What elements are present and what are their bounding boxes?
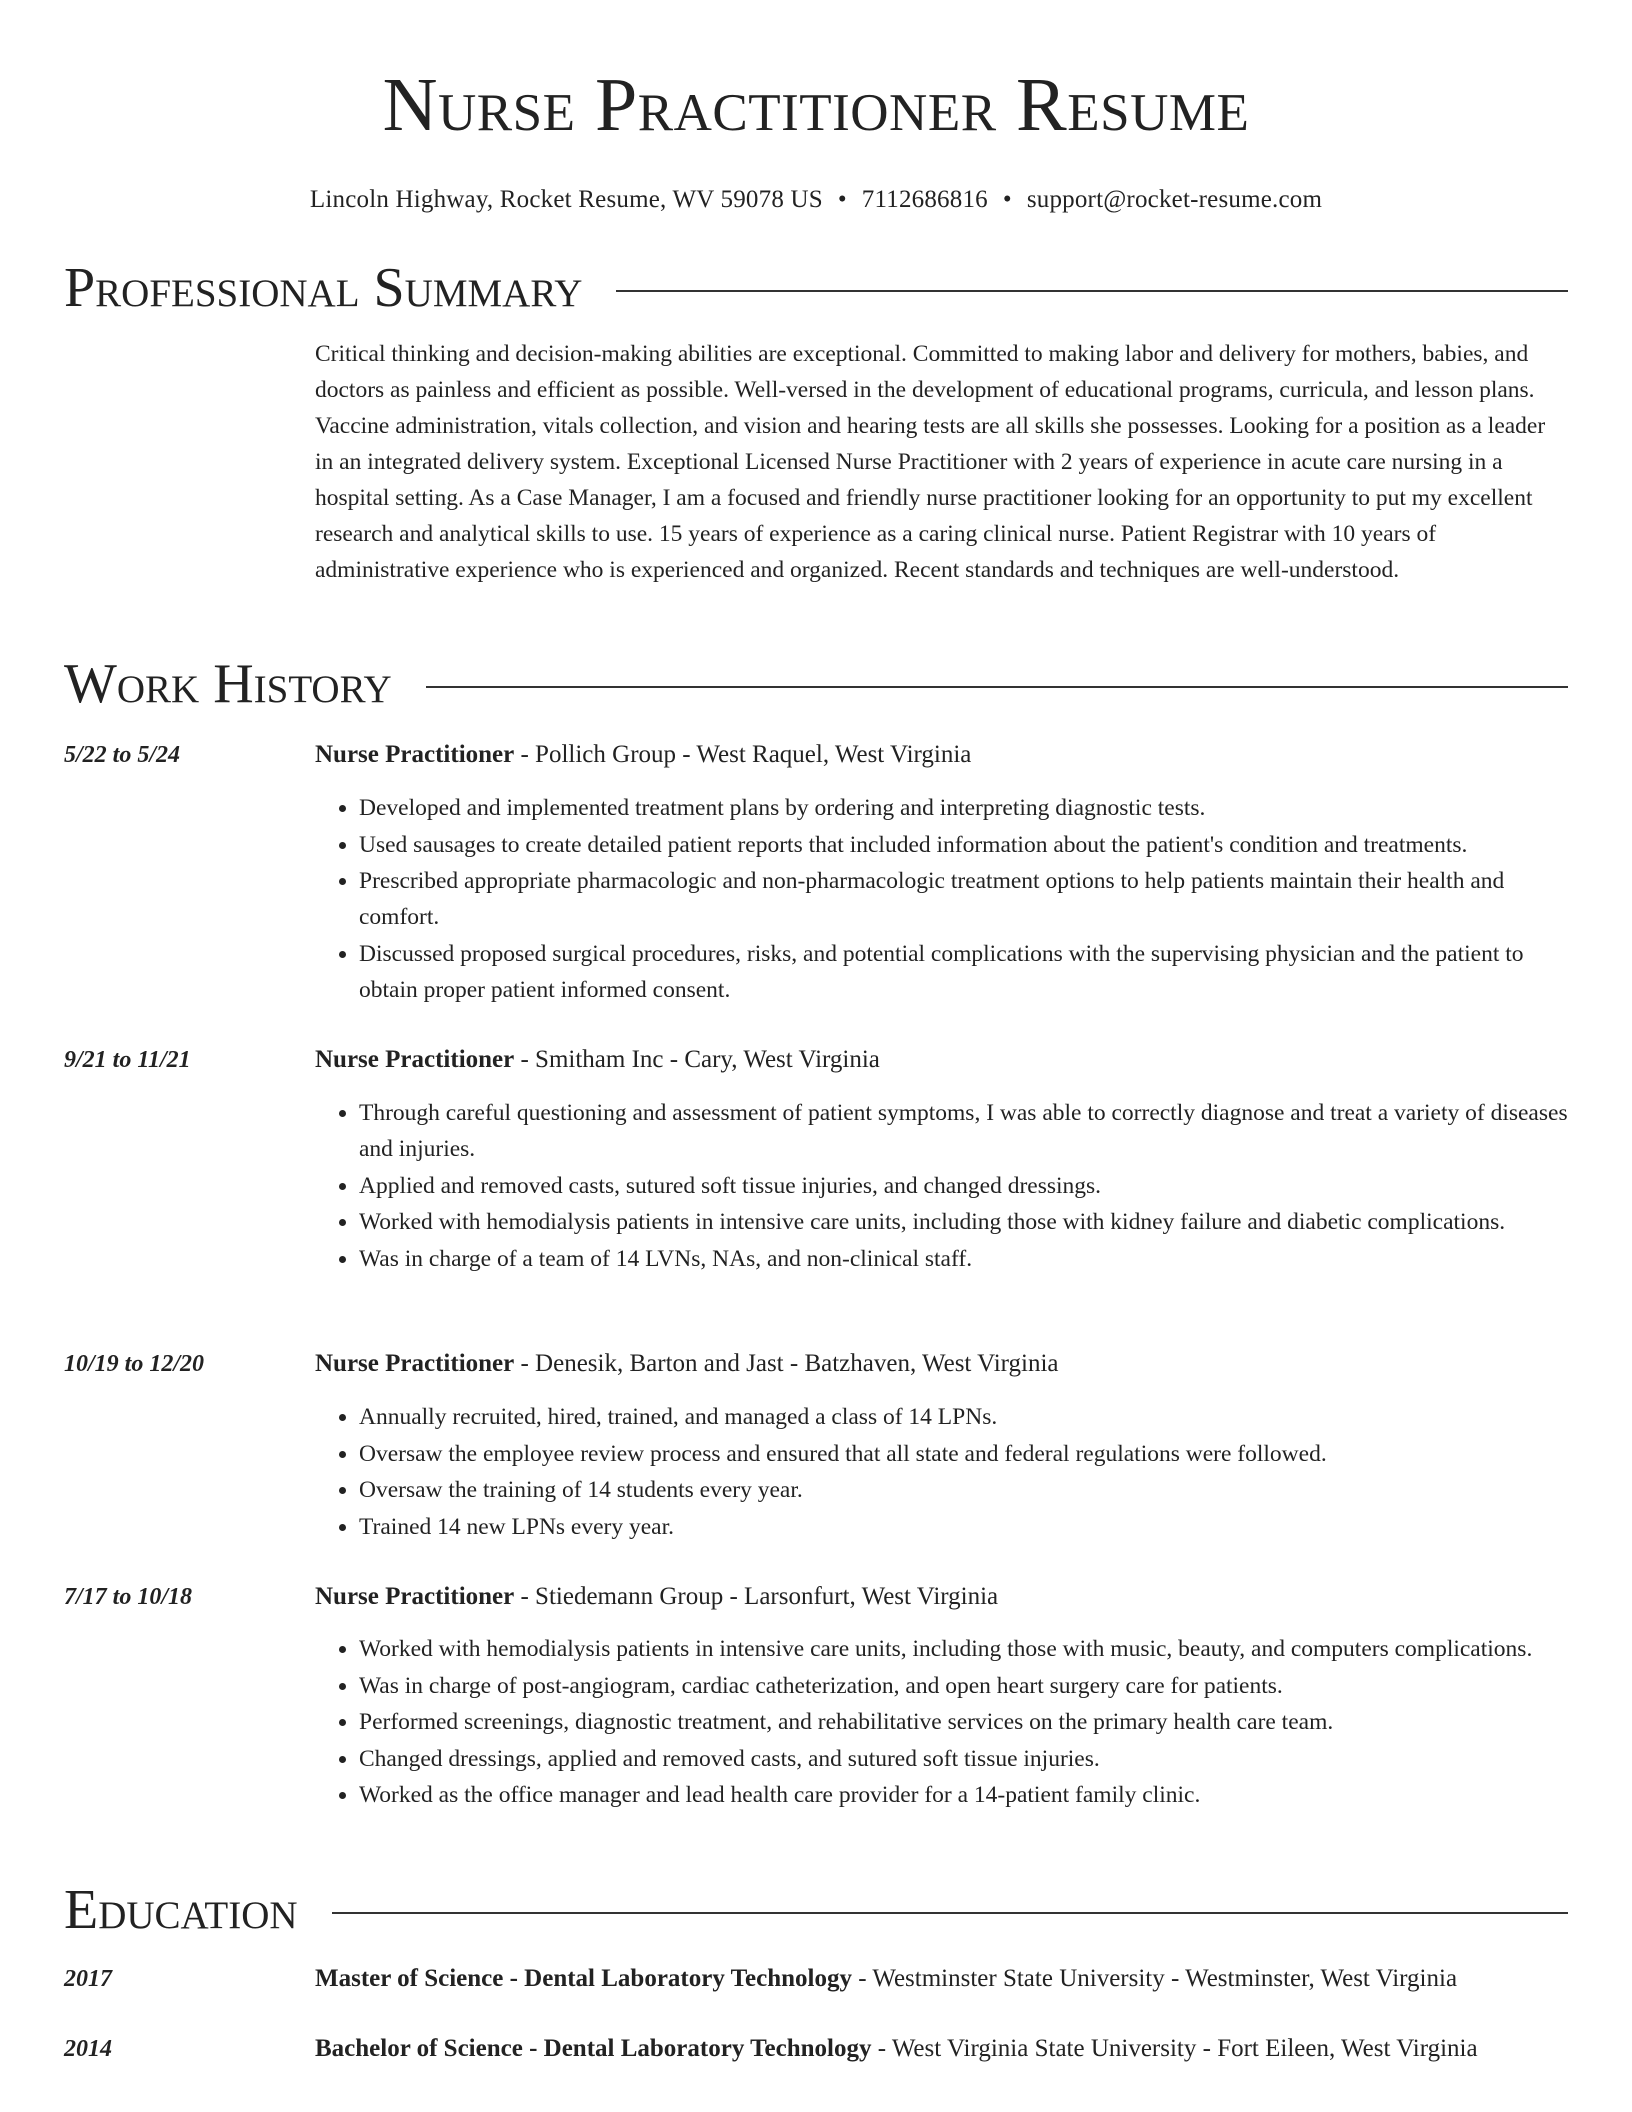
divider (616, 290, 1568, 292)
list-item: • Worked with hemodialysis patients in intensive care units, including those with music, beauty, and computers complications. (359, 1631, 1568, 1667)
section-header-work-history (64, 652, 1568, 716)
list-item: • Through careful questioning and assessment of patient symptoms, I was able to correctly diagnose and treat a variety of diseases and injuries. (359, 1095, 1568, 1167)
list-item: • Worked with hemodialysis patients in intensive care units, including those with kidney failure and diabetic complications. (359, 1204, 1568, 1240)
education-year: 2017 (64, 1966, 112, 1992)
job-dates: 10/19 to 12/20 (64, 1351, 205, 1377)
education-details: - Westminster State University - Westminster, West Virginia (851, 1965, 1458, 1992)
list-item: • Changed dressings, applied and removed casts, and sutured soft tissue injuries. (359, 1741, 1568, 1777)
phone-text: 7112686816 (861, 186, 988, 213)
list-item: • Was in charge of post-angiogram, cardiac catheterization, and open heart surgery care for patients. (359, 1668, 1568, 1704)
education-year: 2014 (64, 2036, 112, 2062)
contact-line (0, 184, 1632, 216)
list-item: • Used sausages to create detailed patient reports that included information about the patient's condition and treatments. (359, 827, 1568, 863)
list-item: • Annually recruited, hired, trained, and managed a class of 14 LPNs. (359, 1399, 1568, 1435)
divider (332, 1912, 1568, 1914)
list-item: • Trained 14 new LPNs every year. (359, 1509, 1568, 1545)
job-dates: 7/17 to 10/18 (64, 1584, 193, 1610)
job-headline (315, 738, 1568, 772)
job-bullets (315, 1095, 1568, 1277)
list-item: • Prescribed appropriate pharmacologic and non-pharmacologic treatment options to help patients maintain their health and comfort. (359, 863, 1568, 935)
section-title: Work History (64, 653, 392, 715)
list-item: • Applied and removed casts, sutured soft tissue injuries, and changed dressings. (359, 1168, 1568, 1204)
education-headline (315, 2032, 1568, 2066)
separator: • (1002, 186, 1012, 213)
list-item: • Oversaw the training of 14 students every year. (359, 1472, 1568, 1508)
section-header-summary (64, 256, 1568, 320)
separator: • (837, 186, 847, 213)
job-bullets (315, 1631, 1568, 1814)
job-dates: 5/22 to 5/24 (64, 742, 181, 768)
job-bullets (315, 790, 1568, 1008)
list-item: • Developed and implemented treatment plans by ordering and interpreting diagnostic tests. (359, 790, 1568, 826)
summary-text: Critical thinking and decision-making abilities are exceptional. Committed to making labor and delivery for mothers, babies, and doctors as painless and efficient as possible. Well-versed in the development of educational programs, curricula, and lesson plans. Vaccine administration, vitals collection, and vision and hearing tests are all skills she possesses. Looking for a position as a leader in an integrated delivery system. Exceptional Licensed Nurse Practitioner with 2 years of experience in acute care nursing in a hospital setting. As a Case Manager, I am a focused and friendly nurse practitioner looking for an opportunity to put my excellent research and analytical skills to use. 15 years of experience as a caring clinical nurse. Patient Registrar with 10 years of administrative experience who is experienced and organized. Recent standards and techniques are well-understood. (315, 341, 1546, 583)
email-link[interactable]: support@rocket-resume.com (1026, 186, 1323, 213)
job-dates: 9/21 to 11/21 (64, 1047, 191, 1073)
job-title: Nurse Practitioner (315, 741, 515, 768)
address-text: Lincoln Highway, Rocket Resume, WV 59078 US (309, 186, 823, 213)
job-title: Nurse Practitioner (315, 1046, 515, 1073)
education-headline (315, 1962, 1568, 1996)
job-details: - Denesik, Barton and Jast - Batzhaven, West Virginia (514, 1350, 1059, 1377)
page-title: Nurse Practitioner Resume (382, 63, 1250, 147)
job-title: Nurse Practitioner (315, 1350, 515, 1377)
list-item: • Was in charge of a team of 14 LVNs, NAs, and non-clinical staff. (359, 1241, 1568, 1277)
list-item: • Oversaw the employee review process and ensured that all state and federal regulations were followed. (359, 1436, 1568, 1472)
job-headline (315, 1043, 1568, 1077)
list-item: • Performed screenings, diagnostic treatment, and rehabilitative services on the primary health care team. (359, 1704, 1568, 1740)
job-details: - Pollich Group - West Raquel, West Virginia (514, 741, 972, 768)
job-title: Nurse Practitioner (315, 1583, 515, 1610)
job-details: - Smitham Inc - Cary, West Virginia (514, 1046, 880, 1073)
job-details: - Stiedemann Group - Larsonfurt, West Virginia (514, 1583, 999, 1610)
job-bullets (315, 1399, 1568, 1545)
job-headline (315, 1347, 1568, 1381)
list-item: • Discussed proposed surgical procedures, risks, and potential complications with the supervising physician and the patient to obtain proper patient informed consent. (359, 936, 1568, 1008)
section-title: Education (64, 1879, 298, 1941)
section-header-education (64, 1878, 1568, 1942)
divider (426, 686, 1568, 688)
education-details: - West Virginia State University - Fort Eileen, West Virginia (871, 2035, 1478, 2062)
job-headline (315, 1580, 1568, 1614)
degree-name: Master of Science - Dental Laboratory Technology (315, 1965, 852, 1992)
degree-name: Bachelor of Science - Dental Laboratory Technology (315, 2035, 872, 2062)
list-item: • Worked as the office manager and lead health care provider for a 14-patient family clinic. (359, 1777, 1568, 1813)
section-title: Professional Summary (64, 257, 583, 319)
